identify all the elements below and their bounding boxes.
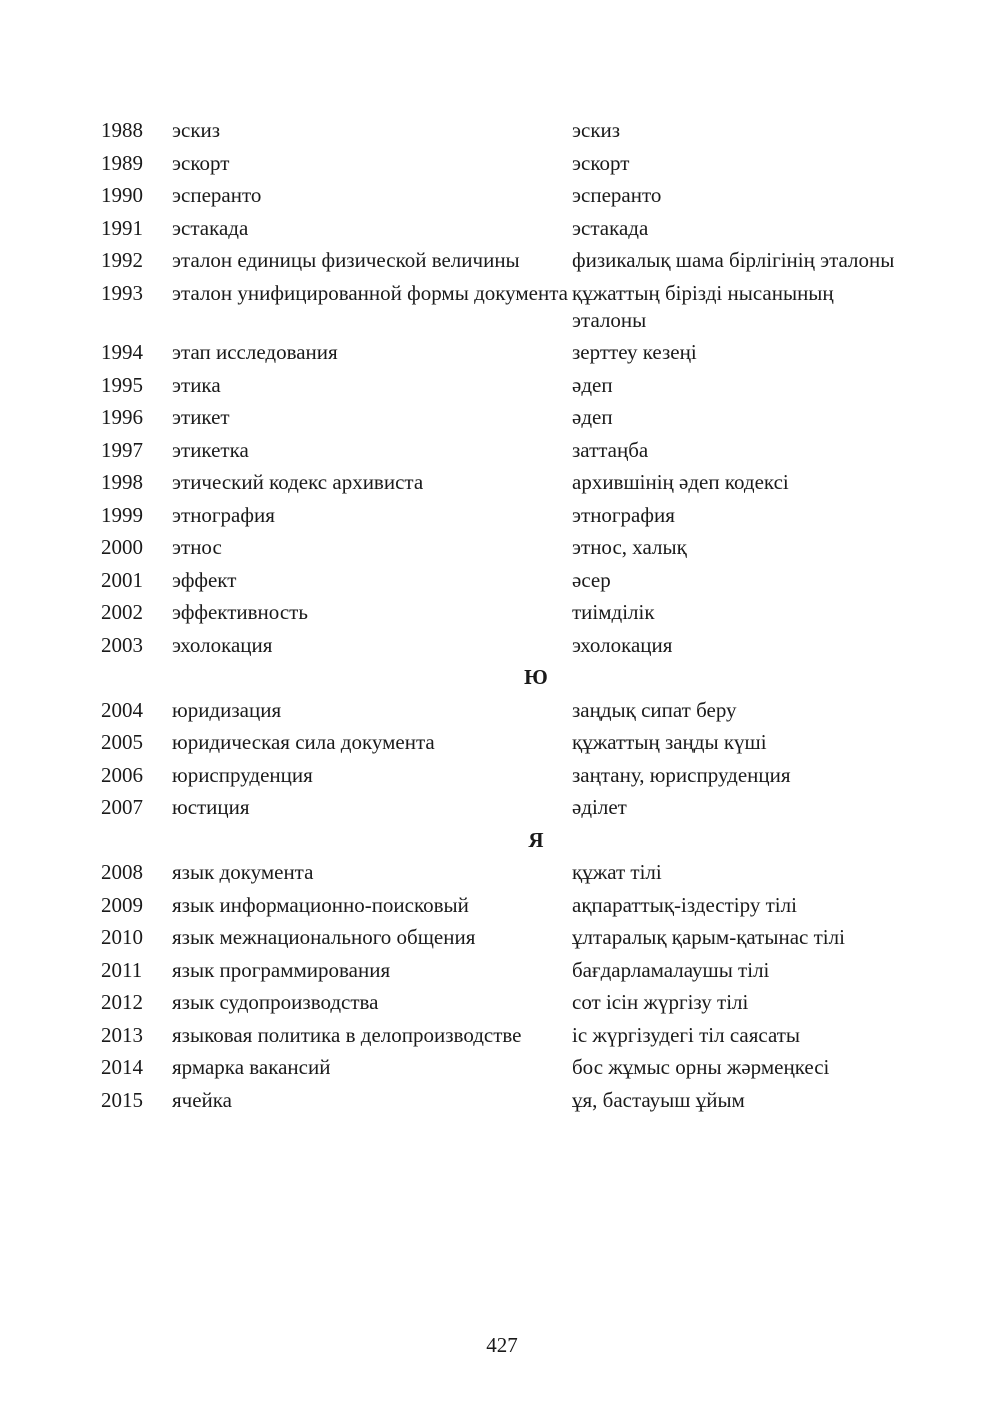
glossary-row <box>101 215 901 242</box>
russian-term: этический кодекс архивиста <box>172 470 424 494</box>
kazakh-term: әдеп <box>572 405 613 429</box>
russian-term: юридическая сила документа <box>172 730 435 754</box>
entry-number: 2006 <box>101 762 143 787</box>
glossary-row <box>101 339 901 366</box>
entry-number: 2005 <box>101 730 143 754</box>
kazakh-term: әділет <box>572 795 627 819</box>
russian-term: эскорт <box>172 150 230 175</box>
entry-number: 1993 <box>101 280 143 305</box>
entry-number: 2004 <box>101 697 143 722</box>
russian-term: эстакада <box>172 215 249 240</box>
kazakh-term: бағдарламалаушы тілі <box>572 957 770 982</box>
kazakh-term: сот ісін жүргізу тілі <box>572 990 749 1014</box>
russian-term: этап исследования <box>172 340 338 364</box>
kazakh-term: әдеп <box>572 372 613 397</box>
entry-number: 1988 <box>101 118 143 142</box>
kazakh-term: этнография <box>572 502 675 527</box>
russian-term: юриспруденция <box>172 762 313 787</box>
russian-term: ячейка <box>172 1087 232 1112</box>
glossary-entries <box>101 117 901 1119</box>
kazakh-term: заттаңба <box>572 437 649 462</box>
glossary-row <box>101 567 901 594</box>
russian-term: юридизация <box>172 697 282 722</box>
glossary-row <box>101 150 901 177</box>
russian-term: этикет <box>172 405 230 429</box>
entry-number: 2003 <box>101 632 143 657</box>
entry-number: 1994 <box>101 340 143 364</box>
kazakh-term: этнос, халық <box>572 535 687 559</box>
russian-term: эталон единицы физической величины <box>172 248 520 272</box>
glossary-row <box>101 117 901 144</box>
russian-term: язык программирования <box>172 957 391 982</box>
glossary-row <box>101 247 901 274</box>
glossary-row <box>101 469 901 496</box>
kazakh-term: зерттеу кезеңі <box>572 340 697 364</box>
russian-term: язык межнационального общения <box>172 925 476 949</box>
entry-number: 1999 <box>101 502 143 527</box>
glossary-row <box>101 1054 901 1081</box>
russian-term: этика <box>172 372 221 397</box>
kazakh-term: архившінің әдеп кодексі <box>572 470 789 494</box>
kazakh-term: эскиз <box>572 118 621 142</box>
russian-term: язык документа <box>172 860 314 884</box>
kazakh-term: құжат тілі <box>572 860 662 884</box>
entry-number: 2011 <box>101 957 143 982</box>
kazakh-term: заңтану, юриспруденция <box>572 762 791 787</box>
entry-number: 2007 <box>101 795 143 819</box>
entry-number: 2014 <box>101 1055 143 1079</box>
glossary-row <box>101 989 901 1016</box>
glossary-row <box>101 404 901 431</box>
page-number: 427 <box>486 1333 518 1357</box>
russian-term: эффект <box>172 567 237 592</box>
russian-term: эсперанто <box>172 183 262 207</box>
glossary-row <box>101 762 901 789</box>
entry-number: 1989 <box>101 150 143 175</box>
entry-number: 2000 <box>101 535 143 559</box>
kazakh-term: эскорт <box>572 150 630 175</box>
glossary-row <box>101 892 901 919</box>
section-letter-heading: Ю <box>524 665 548 689</box>
kazakh-term: ұлтаралық қарым-қатынас тілі <box>572 925 845 949</box>
kazakh-term: әсер <box>572 567 611 592</box>
russian-term: этикетка <box>172 437 249 462</box>
russian-term: язык судопроизводства <box>172 990 379 1014</box>
entry-number: 2012 <box>101 990 143 1014</box>
kazakh-term: тиімділік <box>572 600 655 624</box>
entry-number: 1991 <box>101 215 143 240</box>
russian-term: эффективность <box>172 600 308 624</box>
entry-number: 2002 <box>101 600 143 624</box>
russian-term: юстиция <box>172 795 250 819</box>
entry-number: 1996 <box>101 405 143 429</box>
entry-number: 1998 <box>101 470 143 494</box>
kazakh-term: құжаттың бірізді нысанының эталоны <box>572 280 834 332</box>
glossary-row <box>101 859 901 886</box>
russian-term: эскиз <box>172 118 221 142</box>
entry-number: 2009 <box>101 892 143 917</box>
entry-number: 1992 <box>101 248 143 272</box>
kazakh-term: ақпараттық-іздестіру тілі <box>572 892 797 917</box>
entry-number: 1997 <box>101 437 143 462</box>
glossary-row <box>101 372 901 399</box>
glossary-row <box>101 794 901 821</box>
russian-term: языковая политика в делопроизводстве <box>172 1022 522 1047</box>
kazakh-term: эсперанто <box>572 183 662 207</box>
kazakh-term: іс жүргізудегі тіл саясаты <box>572 1022 801 1047</box>
kazakh-term: бос жұмыс орны жәрмеңкесі <box>572 1055 830 1079</box>
russian-term: язык информационно-поисковый <box>172 892 469 917</box>
glossary-row <box>101 599 901 626</box>
entry-number: 2010 <box>101 925 143 949</box>
entry-number: 1990 <box>101 183 143 207</box>
section-letter-heading: Я <box>528 827 544 852</box>
glossary-row <box>101 632 901 659</box>
glossary-row <box>101 502 901 529</box>
kazakh-term: заңдық сипат беру <box>572 697 737 722</box>
kazakh-term: эстакада <box>572 215 649 240</box>
kazakh-term: физикалық шама бірлігінің эталоны <box>572 248 895 272</box>
kazakh-term: ұя, бастауыш ұйым <box>572 1087 745 1112</box>
russian-term: эталон унифицированной формы документа <box>172 280 568 305</box>
glossary-row <box>101 957 901 984</box>
glossary-row <box>101 437 901 464</box>
glossary-row <box>101 1022 901 1049</box>
kazakh-term: құжаттың заңды күші <box>572 730 767 754</box>
entry-number: 1995 <box>101 372 143 397</box>
glossary-row <box>101 534 901 561</box>
glossary-row <box>101 697 901 724</box>
entry-number: 2008 <box>101 860 143 884</box>
russian-term: ярмарка вакансий <box>172 1055 331 1079</box>
russian-term: этнография <box>172 502 275 527</box>
glossary-row <box>101 729 901 756</box>
glossary-row <box>101 280 901 334</box>
entry-number: 2015 <box>101 1087 143 1112</box>
russian-term: эхолокация <box>172 632 273 657</box>
glossary-row <box>101 182 901 209</box>
russian-term: этнос <box>172 535 222 559</box>
glossary-row <box>101 1087 901 1114</box>
entry-number: 2001 <box>101 567 143 592</box>
glossary-row <box>101 924 901 951</box>
kazakh-term: эхолокация <box>572 632 673 657</box>
entry-number: 2013 <box>101 1022 143 1047</box>
